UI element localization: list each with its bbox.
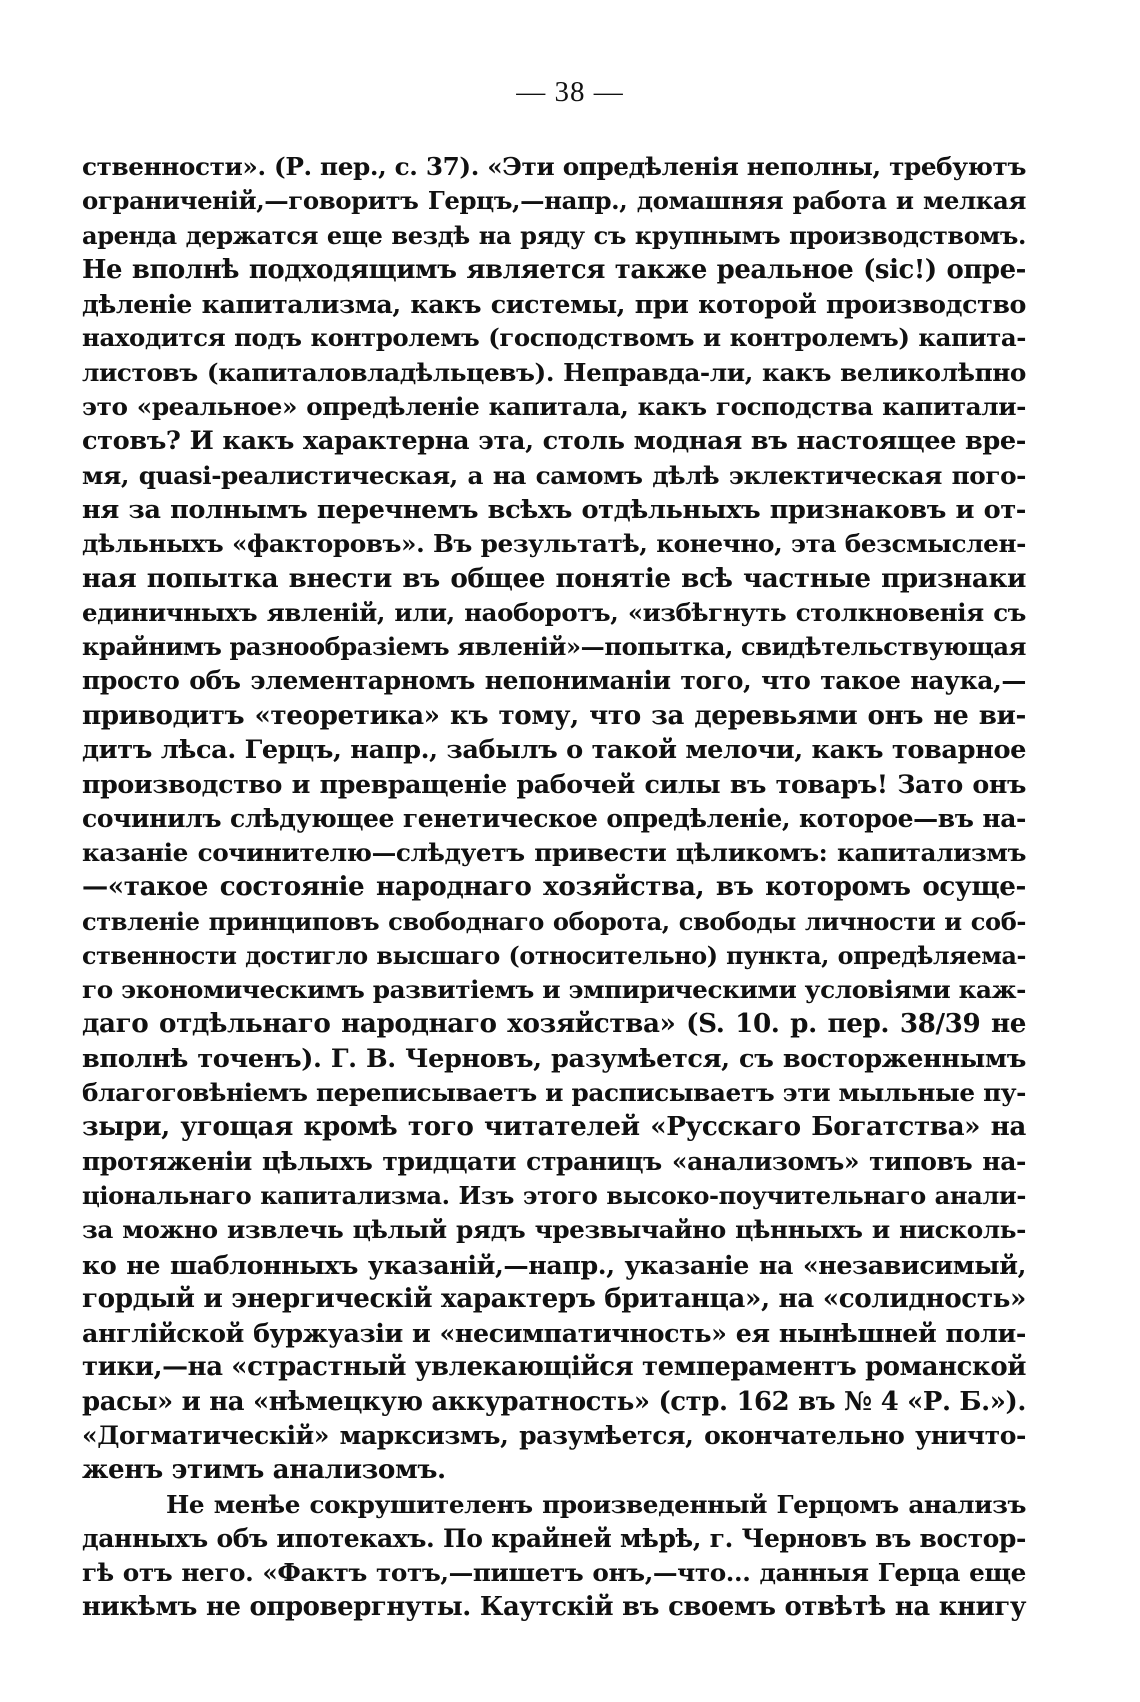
text-line: вполнѣ точенъ). Г. В. Черновъ, разумѣется, съ восторженнымъ	[82, 1043, 1026, 1074]
text-line: ко не шаблонныхъ указаній,—напр., указаніе на «независимый,	[82, 1249, 1026, 1280]
text-line: гѣ отъ него. «Фактъ тотъ,—пишетъ онъ,—что... данныя Герца еще	[82, 1558, 1026, 1588]
text-line: гордый и энергическій характеръ британца», на «солидность»	[82, 1282, 1026, 1314]
text-line: единичныхъ явленій, или, наоборотъ, «избѣгнуть столкновенія съ	[82, 597, 1026, 627]
page-number: — 38 —	[516, 76, 624, 108]
text-line: ціональнаго капитализма. Изъ этого высоко-поучительнаго анали-	[82, 1180, 1026, 1210]
text-line: англійской буржуазіи и «несимпатичность» ея нынѣшней поли-	[82, 1318, 1026, 1349]
text-line: за можно извлечь цѣлый рядъ чрезвычайно цѣнныхъ и нисколь-	[82, 1215, 1026, 1245]
text-line: даго отдѣльнаго народнаго хозяйства» (S. 10. р. пер. 38/39 не	[82, 1008, 1026, 1040]
text-line: ограниченій,—говоритъ Герцъ,—напр., домашняя работа и мелкая	[82, 186, 1026, 216]
text-line: расы» и на «нѣмецкую аккуратность» (стр. 162 въ № 4 «Р. Б.»).	[82, 1386, 1026, 1417]
text-line: дѣльныхъ «факторовъ». Въ результатѣ, конечно, эта безсмыслен-	[82, 529, 1026, 559]
text-line: данныхъ объ ипотекахъ. По крайней мѣрѣ, г. Черновъ въ востор-	[82, 1523, 1026, 1553]
text-line: го экономическимъ развитіемъ и эмпирическими условіями каж-	[82, 975, 1026, 1005]
text-line: дѣленіе капитализма, какъ системы, при которой производство	[82, 289, 1026, 320]
text-line: находится подъ контролемъ (господствомъ и контролемъ) капита-	[82, 323, 1026, 353]
text-line: женъ этимъ анализомъ.	[82, 1454, 446, 1486]
text-line: аренда держатся еще вездѣ на ряду съ крупнымъ производствомъ.	[82, 220, 1026, 250]
paragraph-2	[82, 1488, 1026, 1625]
text-line: —«такое состояніе народнаго хозяйства, въ которомъ осуще-	[82, 871, 1026, 903]
text-line: «Догматическій» марксизмъ, разумѣется, окончательно уничто-	[82, 1420, 1026, 1450]
text-line: зыри, угощая кромѣ того читателей «Русскаго Богатства» на	[82, 1111, 1026, 1143]
text-line: благоговѣніемъ переписываетъ и расписываетъ эти мыльные пу-	[82, 1078, 1026, 1108]
text-line: ственности». (Р. пер., с. 37). «Эти опредѣленія неполны, требуютъ	[82, 152, 1026, 181]
text-line: казаніе сочинителю—слѣдуетъ привести цѣликомъ: капитализмъ	[82, 837, 1026, 867]
text-line: просто объ элементарномъ непониманіи того, что такое наука,—	[82, 666, 1026, 696]
text-line: производство и превращеніе рабочей силы въ товаръ! Зато онъ	[82, 769, 1026, 800]
text-line: ня за полнымъ перечнемъ всѣхъ отдѣльныхъ признаковъ и от-	[82, 494, 1026, 525]
text-line: Не менѣе сокрушителенъ произведенный Герцомъ анализъ	[166, 1489, 1026, 1519]
text-line: ствленіе принциповъ свободнаго оборота, свободы личности и соб-	[82, 906, 1026, 936]
text-line: листовъ (капиталовладѣльцевъ). Неправда-ли, какъ великолѣпно	[82, 357, 1026, 387]
text-line: стовъ? И какъ характерна эта, столь модная въ настоящее вре-	[82, 426, 1026, 457]
text-line: сочинилъ слѣдующее генетическое опредѣленіе, которое—въ на-	[82, 803, 1026, 833]
text-line: дитъ лѣса. Герцъ, напр., забылъ о такой мелочи, какъ товарное	[82, 735, 1026, 766]
text-line: ственности достигло высшаго (относительно) пункта, опредѣляема-	[82, 941, 1026, 970]
text-line: Не вполнѣ подходящимъ является также реальное (sic!) опре-	[82, 254, 1026, 285]
text-line: приводитъ «теоретика» къ тому, что за деревьями онъ не ви-	[82, 699, 1026, 731]
text-line: крайнимъ разнообразіемъ явленій»—попытка, свидѣтельствующая	[82, 632, 1026, 662]
body-text	[82, 150, 1026, 1625]
text-line: ная попытка внести въ общее понятіе всѣ частные признаки	[82, 562, 1026, 594]
paragraph-1	[82, 150, 1026, 1488]
text-line: никѣмъ не опровергнуты. Каутскій въ своемъ отвѣтѣ на книгу	[82, 1592, 1026, 1623]
text-line: мя, quasi-реалистическая, а на самомъ дѣлѣ эклектическая пого-	[82, 460, 1026, 490]
text-line: тики,—на «страстный увлекающійся темпераментъ романской	[82, 1352, 1026, 1383]
text-line: это «реальное» опредѣленіе капитала, какъ господства капитали-	[82, 392, 1026, 422]
text-line: протяженіи цѣлыхъ тридцати страницъ «анализомъ» типовъ на-	[82, 1146, 1026, 1176]
